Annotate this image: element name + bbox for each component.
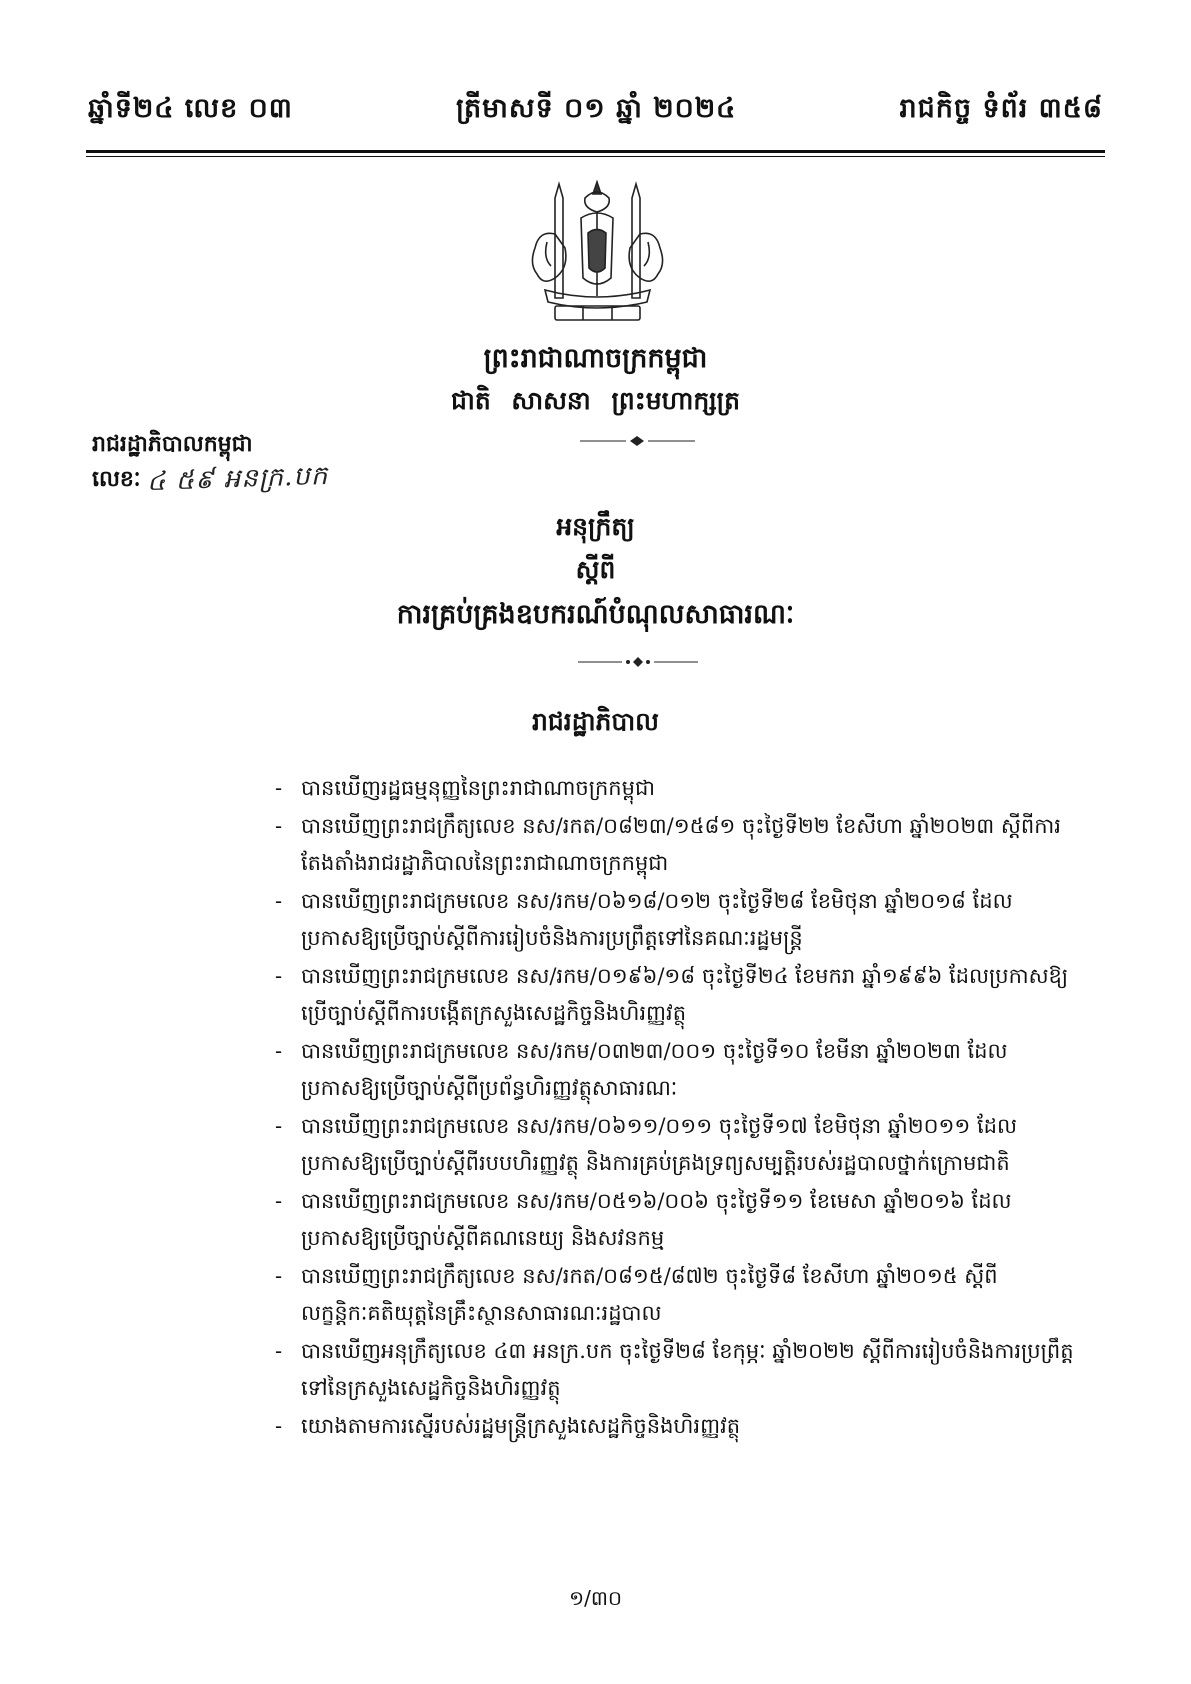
preamble-clause <box>275 770 1075 807</box>
document-subject: ការគ្រប់គ្រងឧបករណ៍បំណុលសាធារណៈ <box>396 599 795 630</box>
clause-text: យោងតាមការស្នើរបស់រដ្ឋមន្ត្រីក្រសួងសេដ្ឋកិច្ចនិងហិរញ្ញវត្ថុ <box>301 1414 741 1438</box>
government-heading: រាជរដ្ឋាភិបាល <box>532 707 659 736</box>
page-number: ១/៣០ <box>568 1586 623 1610</box>
preamble-clause <box>275 1183 1075 1257</box>
preamble-clause <box>275 1108 1075 1182</box>
page-header <box>88 92 1103 131</box>
preamble-clause <box>275 883 1075 957</box>
clause-dash: - <box>275 1264 283 1288</box>
clause-dash: - <box>275 776 283 800</box>
preamble-clauses <box>275 770 1075 1446</box>
clause-text: បានឃើញព្រះរាជក្រមលេខ នស/រកម/០៦១១/០១១ ចុះថ្ងៃទី១៧ ខែមិថុនា ឆ្នាំ២០១១ ដែលប្រកាសឱ្យប្រើច្បាប់ស្តីពីរបបហិរញ្ញវត្ថុ និងការគ្រប់គ្រងទ្រព្យសម្បត្តិរបស់រដ្ឋបាលថ្នាក់ក្រោមជាតិ <box>301 1114 1017 1175</box>
preamble-clause <box>275 1258 1075 1332</box>
reference-label: លេខៈ <box>92 466 141 492</box>
preamble-clause <box>275 808 1075 882</box>
preamble-clause <box>275 1408 1075 1445</box>
document-type: អនុក្រឹត្យ <box>556 512 635 541</box>
kingdom-name: ព្រះរាជាណាចក្រកម្ពុជា <box>483 343 708 374</box>
issuing-authority: រាជរដ្ឋាភិបាលកម្ពុជា <box>92 431 253 457</box>
clause-text: បានឃើញព្រះរាជក្រមលេខ នស/រកម/០៦១៨/០១២ ចុះថ្ងៃទី២៨ ខែមិថុនា ឆ្នាំ២០១៨ ដែលប្រកាសឱ្យប្រើច្បាប់ស្តីពីការរៀបចំនិងការប្រព្រឹត្តទៅនៃគណៈរដ្ឋមន្ត្រី <box>301 889 1013 950</box>
clause-text: បានឃើញព្រះរាជក្រឹត្យលេខ នស/រកត/០៨២៣/១៥៨១ ចុះថ្ងៃទី២២ ខែសីហា ឆ្នាំ២០២៣ ស្តីពីការតែងតាំងរាជរដ្ឋាភិបាលនៃព្រះរាជាណាចក្រកម្ពុជា <box>301 814 1061 875</box>
header-volume: ឆ្នាំទី២៤ លេខ ០៣ <box>88 93 293 124</box>
document-about: ស្តីពី <box>575 555 616 584</box>
reference-number <box>92 462 328 500</box>
header-rule <box>86 150 1105 153</box>
reference-handwritten-value: ៤ ៥៩ អនក្រ.បក <box>146 460 329 498</box>
preamble-clause <box>275 1333 1075 1407</box>
clause-dash: - <box>275 1189 283 1213</box>
clause-dash: - <box>275 964 283 988</box>
divider-ornament-icon <box>580 435 695 447</box>
clause-dash: - <box>275 814 283 838</box>
clause-text: បានឃើញអនុក្រឹត្យលេខ ៤៣ អនក្រ.បក ចុះថ្ងៃទី២៨ ខែកុម្ភៈ ឆ្នាំ២០២២ ស្តីពីការរៀបចំនិងការប្រព្រឹត្តទៅនៃក្រសួងសេដ្ឋកិច្ចនិងហិរញ្ញវត្ថុ <box>301 1339 1074 1400</box>
clause-dash: - <box>275 889 283 913</box>
clause-text: បានឃើញព្រះរាជក្រមលេខ នស/រកម/០១៩៦/១៨ ចុះថ្ងៃទី២៤ ខែមករា ឆ្នាំ១៩៩៦ ដែលប្រកាសឱ្យប្រើច្បាប់ស្តីពីការបង្កើតក្រសួងសេដ្ឋកិច្ចនិងហិរញ្ញវត្ថុ <box>301 964 1069 1025</box>
preamble-clause <box>275 1033 1075 1107</box>
clause-text: បានឃើញរដ្ឋធម្មនុញ្ញនៃព្រះរាជាណាចក្រកម្ពុជា <box>301 776 655 800</box>
clause-dash: - <box>275 1339 283 1363</box>
clause-dash: - <box>275 1414 283 1438</box>
header-quarter: ត្រីមាសទី ០១ ឆ្នាំ ២០២៤ <box>456 93 737 124</box>
national-motto: ជាតិ សាសនា ព្រះមហាក្សត្រ <box>451 386 740 415</box>
header-rule-thin <box>86 156 1105 157</box>
header-page: រាជកិច្ច ទំព័រ ៣៥៨ <box>899 93 1103 124</box>
clause-text: បានឃើញព្រះរាជក្រឹត្យលេខ នស/រកត/០៨១៥/៨៧២ ចុះថ្ងៃទី៨ ខែសីហា ឆ្នាំ២០១៥ ស្តីពីលក្ខន្តិកៈគតិយុត្តនៃគ្រឹះស្ថានសាធារណៈរដ្ឋបាល <box>301 1264 998 1325</box>
clause-dash: - <box>275 1114 283 1138</box>
royal-coat-of-arms-icon <box>525 178 670 328</box>
clause-text: បានឃើញព្រះរាជក្រមលេខ នស/រកម/០៣២៣/០០១ ចុះថ្ងៃទី១០ ខែមីនា ឆ្នាំ២០២៣ ដែលប្រកាសឱ្យប្រើច្បាប់ស្តីពីប្រព័ន្ធហិរញ្ញវត្ថុសាធារណៈ <box>301 1039 1008 1100</box>
clause-dash: - <box>275 1039 283 1063</box>
section-ornament-icon <box>578 655 698 669</box>
clause-text: បានឃើញព្រះរាជក្រមលេខ នស/រកម/០៥១៦/០០៦ ចុះថ្ងៃទី១១ ខែមេសា ឆ្នាំ២០១៦ ដែលប្រកាសឱ្យប្រើច្បាប់ស្តីពីគណនេយ្យ និងសវនកម្ម <box>301 1189 1012 1250</box>
preamble-clause <box>275 958 1075 1032</box>
